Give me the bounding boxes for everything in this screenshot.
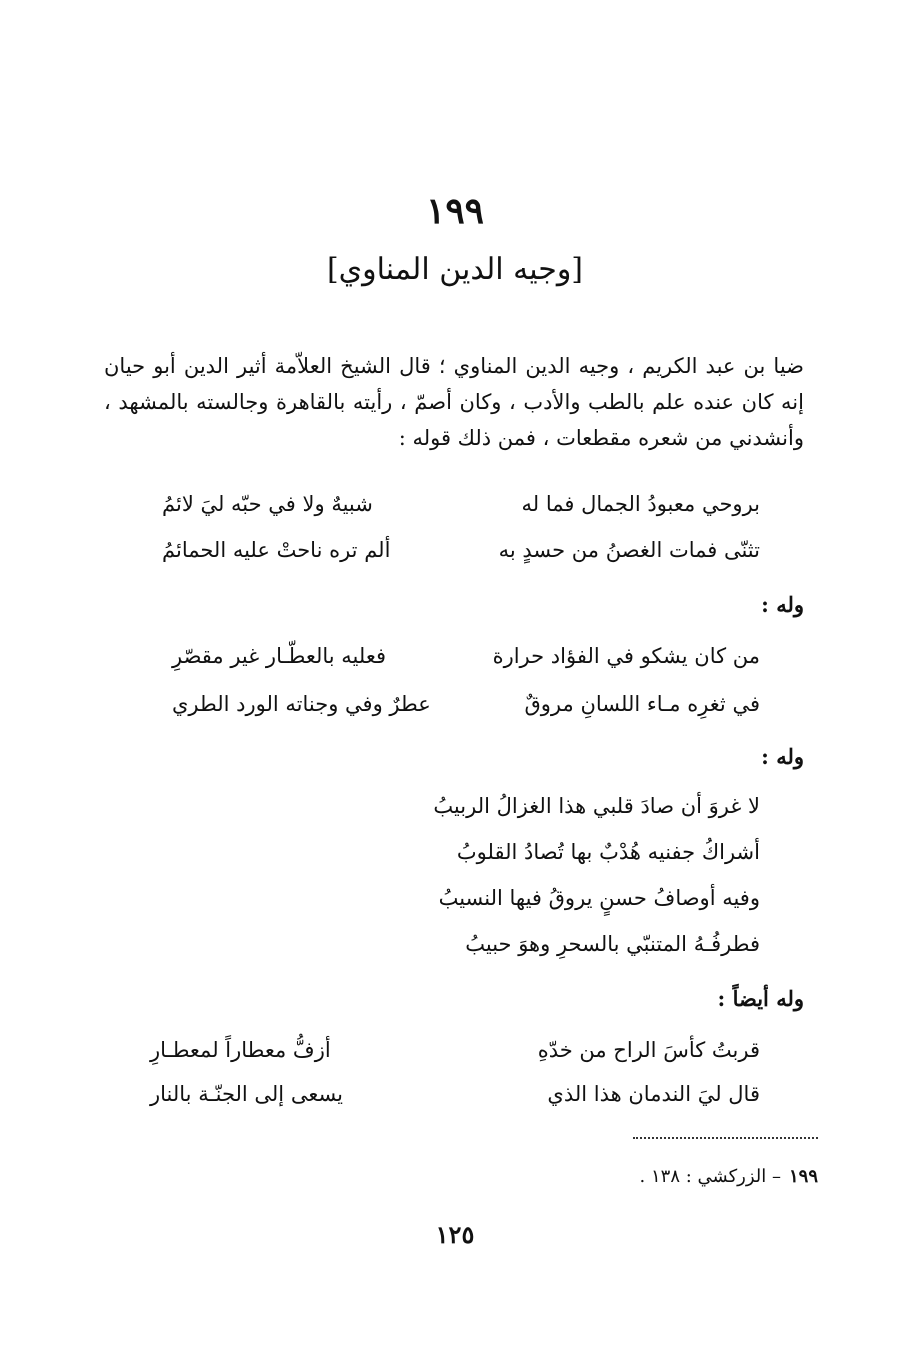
hemistich-left: يسعى إلى الجنّـة بالنار xyxy=(150,1082,344,1106)
hemistich-right: قربتُ كأسَ الراح من خدّهِ xyxy=(537,1038,760,1062)
section-label: وله : xyxy=(761,592,804,617)
footnote-number: ١٩٩ xyxy=(788,1166,818,1187)
entry-number: ١٩٩ xyxy=(425,190,484,232)
poem3-line-2: أشراكُ جفنيه هُدْبٌ بها تُصادُ القلوبُ xyxy=(456,840,760,864)
footnote-text: – الزركشي : ١٣٨ . xyxy=(639,1166,781,1187)
poem2-verse-1 xyxy=(0,644,910,682)
hemistich-right: في ثغرِه مـاء اللسانِ مروقٌ xyxy=(524,692,760,716)
poem4-verse-1 xyxy=(0,1038,910,1076)
entry-title: [وجيه الدين المناوي] xyxy=(326,252,584,287)
section-label: وله : xyxy=(761,744,804,769)
poem2-verse-2 xyxy=(0,692,910,730)
page-number: ١٢٥ xyxy=(435,1220,475,1249)
poem1-verse-1 xyxy=(0,492,910,530)
hemistich-right: من كان يشكو في الفؤاد حرارة xyxy=(492,644,760,668)
hemistich-left: ألم تره ناحتْ عليه الحمائمُ xyxy=(162,538,391,562)
poem3-line-1: لا غروَ أن صادَ قلبي هذا الغزالُ الربيبُ xyxy=(433,794,760,818)
poem4-verse-2 xyxy=(0,1082,910,1120)
hemistich-right: قال ليَ الندمان هذا الذي xyxy=(547,1082,760,1106)
hemistich-right: بروحي معبودُ الجمال فما له xyxy=(521,492,760,516)
hemistich-right: تثنّى فمات الغصنُ من حسدٍ به xyxy=(498,538,760,562)
poem3-line-4: فطرفُـهُ المتنبّي بالسحرِ وهوَ حبيبُ xyxy=(465,932,760,956)
footnote xyxy=(640,1166,818,1187)
hemistich-left: عطرٌ وفي وجناته الورد الطري xyxy=(172,692,431,716)
footnote-separator xyxy=(633,1137,818,1139)
poem3-line-3: وفيه أوصافُ حسنٍ يروقُ فيها النسيبُ xyxy=(438,886,760,910)
poem1-verse-2 xyxy=(0,538,910,576)
hemistich-left: أزفُّ معطاراً لمعطـارِ xyxy=(150,1038,331,1062)
section-label: وله أيضاً : xyxy=(717,986,804,1011)
hemistich-left: شبيهٌ ولا في حبّه ليَ لائمُ xyxy=(162,492,373,516)
hemistich-left: فعليه بالعطّـار غير مقصّرِ xyxy=(172,644,387,668)
intro-paragraph: ضيا بن عبد الكريم ، وجيه الدين المناوي ؛ قال الشيخ العلاّمة أثير الدين أبو حيان إنه كان عنده علم بالطب والأدب ، وكان أصمّ ، رأيته بالقاهرة وجالسته بالمشهد ، وأنشدني من شعره مقطعات ، فمن ذلك قوله : xyxy=(104,354,804,450)
